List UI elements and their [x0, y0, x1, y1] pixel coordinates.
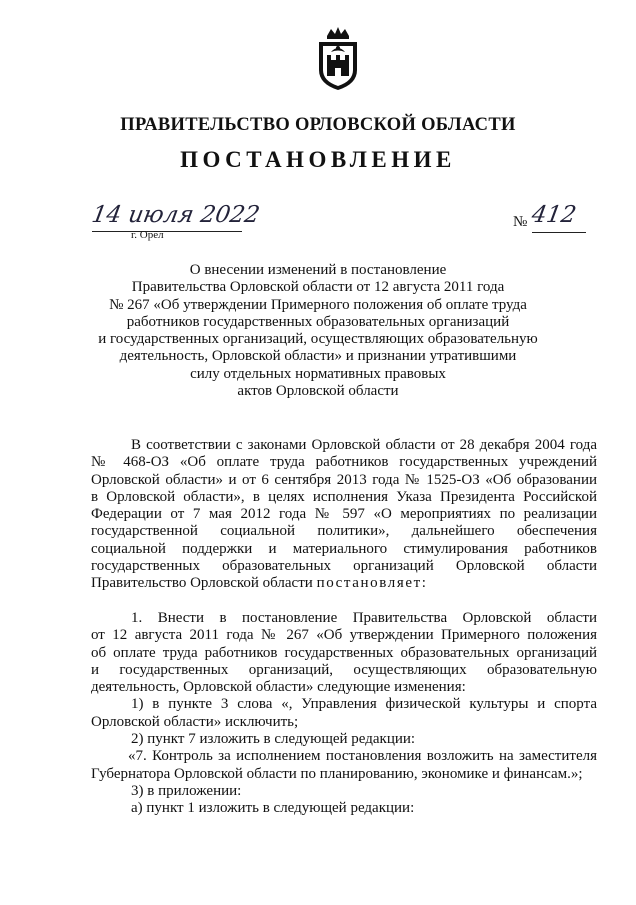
item-1-line: об оплате труда работников государственных образовательных организаций	[91, 644, 597, 661]
preamble-line: социальной поддержки и материального стимулирования работников	[91, 540, 597, 557]
subject-line: О внесении изменений в постановление	[189, 262, 447, 278]
subject-line: и государственных организаций, осуществляющих образовательную	[98, 331, 538, 348]
subject-line: Правительства Орловской области от 12 августа 2011 года	[131, 279, 505, 296]
number-underline	[532, 232, 586, 233]
number-label: №	[513, 214, 528, 230]
subject-line: деятельность, Орловской области» и признании утратившими	[119, 348, 517, 365]
document-type: ПОСТАНОВЛЕНИЕ	[180, 147, 456, 172]
preamble-last-line	[91, 575, 597, 592]
preamble-last-prefix: Правительство Орловской области	[91, 575, 317, 592]
subject-line: № 267 «Об утверждении Примерного положения об оплате труда	[109, 296, 527, 313]
document-number: 412	[529, 202, 579, 228]
document-city: г. Орёл	[131, 229, 164, 241]
subject-line: силу отдельных нормативных правовых	[190, 365, 446, 382]
subitem-3: 3) в приложении:	[131, 782, 242, 799]
subitem-3a: а) пункт 1 изложить в следующей редакции:	[131, 800, 415, 817]
preamble-line: Орловской области» и от 6 сентября 2013 года № 1525-ОЗ «Об образовании	[91, 471, 597, 488]
subitem-2: 2) пункт 7 изложить в следующей редакции:	[131, 731, 416, 748]
organization-title: ПРАВИТЕЛЬСТВО ОРЛОВСКОЙ ОБЛАСТИ	[120, 115, 516, 135]
preamble-line: в Орловской области», в целях исполнения Указа Президента Российской	[91, 488, 597, 505]
document-subject	[0, 262, 636, 400]
preamble-line: государственных образовательных организаций Орловской области	[91, 558, 597, 575]
preamble-line: государственной социальной политики», дальнейшего обеспечения	[91, 523, 597, 540]
preamble-line: В соответствии с законами Орловской области от 28 декабря 2004 года	[131, 437, 597, 453]
item-1-line: деятельность, Орловской области» следующие изменения:	[91, 679, 466, 696]
coat-of-arms-icon	[313, 26, 363, 92]
document-date: 14 июля 2022	[89, 202, 262, 228]
subitem-1-line: Орловской области» исключить;	[91, 713, 299, 730]
preamble-paragraph	[91, 437, 597, 593]
date-underline	[92, 231, 242, 232]
decree-word: постановляет:	[316, 575, 428, 592]
item-1-line: и государственных организаций, осуществляющих образовательную	[91, 661, 597, 678]
preamble-line: Федерации от 7 мая 2012 года № 597 «О мероприятиях по реализации	[91, 506, 597, 523]
subject-line: работников государственных образовательных организаций	[126, 313, 510, 330]
quote-line: «7. Контроль за исполнением постановления возложить на заместителя	[128, 748, 597, 765]
quote-line: Губернатора Орловской области по планированию, экономике и финансам.»;	[91, 765, 583, 782]
preamble-line: № 468-ОЗ «Об оплате труда работников государственных учреждений	[91, 454, 597, 471]
item-1-paragraph	[91, 610, 597, 818]
item-1-line: 1. Внести в постановление Правительства Орловской области	[131, 610, 597, 626]
subject-line: актов Орловской области	[237, 383, 399, 400]
item-1-line: от 12 августа 2011 года № 267 «Об утверждении Примерного положения	[91, 627, 597, 644]
subitem-1-line: 1) в пункте 3 слова «, Управления физической культуры и спорта	[131, 696, 597, 713]
